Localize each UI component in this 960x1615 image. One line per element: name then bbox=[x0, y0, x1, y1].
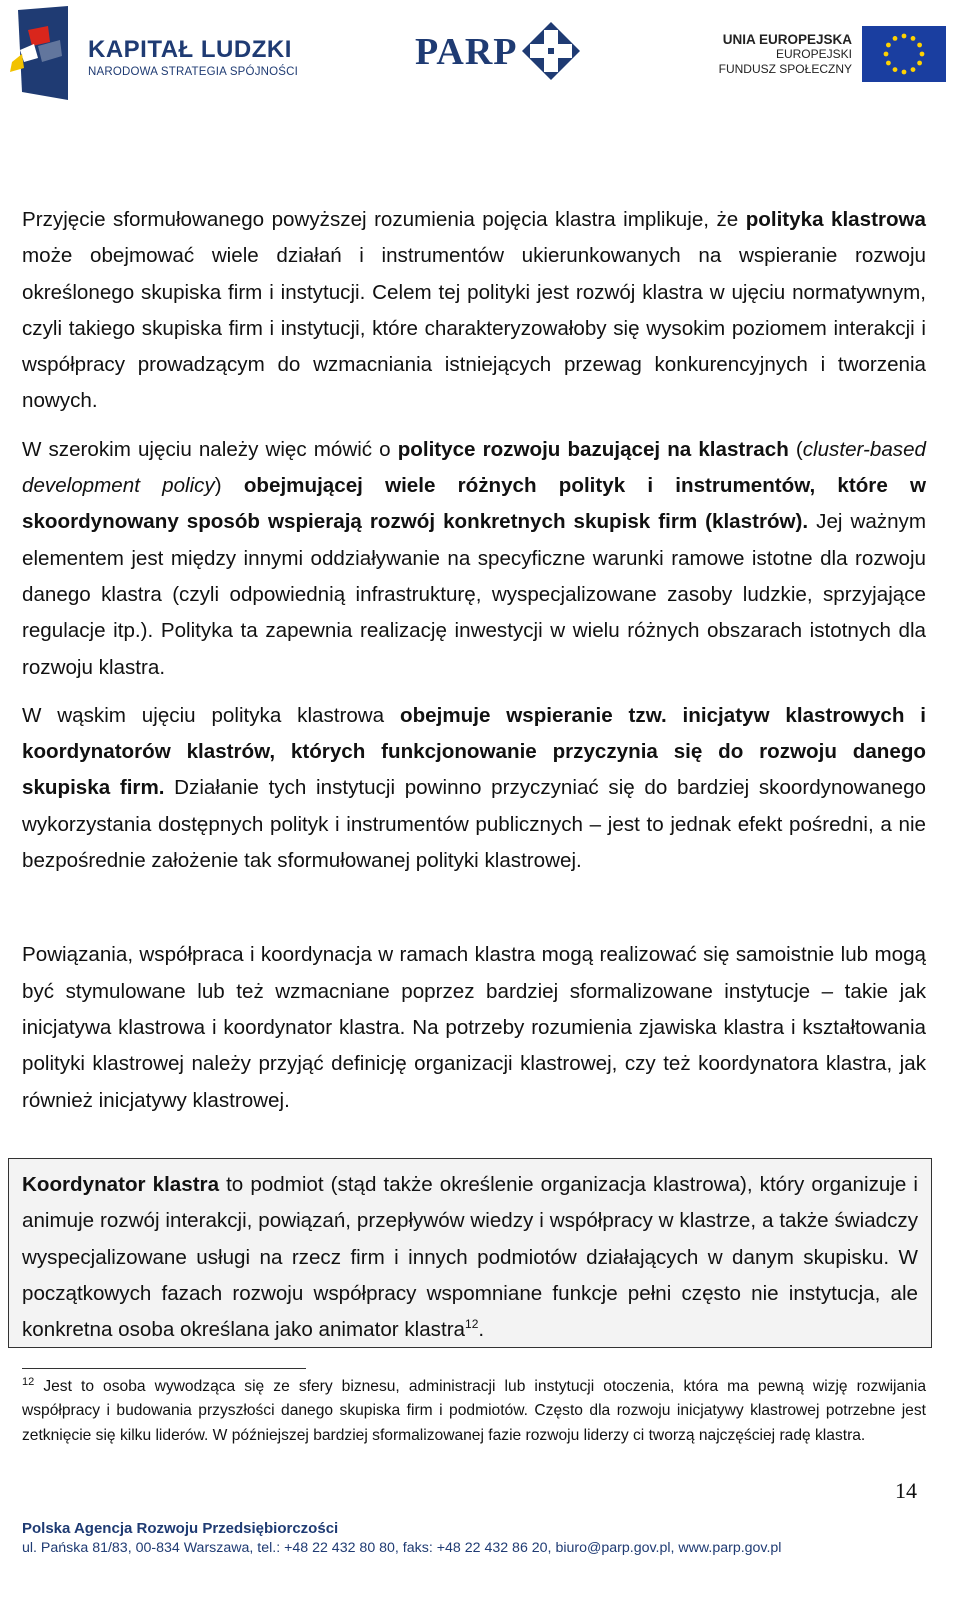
p2-text-a: W szerokim ujęciu należy więc mówić o bbox=[22, 437, 398, 461]
page-footer bbox=[22, 1520, 781, 1556]
parp-wordmark: PARP bbox=[415, 31, 518, 73]
page-number: 14 bbox=[895, 1478, 917, 1503]
definition-end: . bbox=[478, 1318, 485, 1342]
definition-text bbox=[22, 1167, 918, 1348]
footnote-ref[interactable]: 12 bbox=[465, 1317, 479, 1332]
kl-subtitle: NARODOWA STRATEGIA SPÓJNOŚCI bbox=[88, 66, 299, 78]
eu-wordmark bbox=[700, 32, 852, 77]
paragraph-3 bbox=[22, 698, 926, 879]
p1-bold-term: polityka klastrowa bbox=[745, 208, 927, 231]
definition-box bbox=[8, 1158, 932, 1348]
p3-text-a: W wąskim ujęciu polityka klastrowa bbox=[22, 703, 400, 727]
footnote bbox=[22, 1375, 926, 1448]
paragraph-1 bbox=[22, 202, 926, 420]
footer-address: ul. Pańska 81/83, 00-834 Warszawa, tel.: +48 22 432 80 80, faks: +48 22 432 86 20, biuro@parp.gov.pl, www.parp.gov.pl bbox=[22, 1540, 782, 1556]
p1-text-b: może obejmować wiele działań i instrumentów ukierunkowanych na wspieranie rozwoju określonego skupiska firm i instytucji. Celem tej polityki jest rozwój klastra w ujęciu normatywnym, czyli takiego skupiska firm i instytucji, które charakteryzowałoby się wysokim poziomem interakcji i współpracy prowadzącym do wzmacniania istniejących przewag konkurencyjnych i tworzenia nowych. bbox=[22, 244, 926, 413]
p2-italic-term: cluster-based development policy bbox=[22, 437, 926, 498]
definition-term: Koordynator klastra bbox=[22, 1173, 220, 1196]
footer-org: Polska Agencja Rozwoju Przedsiębiorczości bbox=[22, 1520, 339, 1537]
p3-text-b: Działanie tych instytucji powinno przyczyniać się do bardziej skoordynowanego wykorzystania dostępnych polityk i instrumentów publicznych – jest to jednak efekt pośredni, a nie bezpośrednie założenie tak sformułowanej polityki klastrowej. bbox=[22, 776, 927, 873]
footnote-separator bbox=[22, 1368, 306, 1369]
p2-text-b: Jej ważnym elementem jest między innymi oddziaływanie na specyficzne warunki ramowe istotne dla rozwoju danego klastra (czyli odpowiednią infrastrukturę, wyspecjalizowane zasoby ludzkie, sprzyjające regulacje itp.). Polityka ta zapewnia realizację inwestycji w wielu różnych obszarach istotnych dla rozwoju klastra. bbox=[22, 510, 926, 679]
p2-bold-term: polityce rozwoju bazującej na klastrach bbox=[397, 437, 789, 461]
paragraph-2 bbox=[22, 432, 926, 686]
kapital-ludzki-logo-icon bbox=[8, 6, 70, 100]
kl-title: KAPITAŁ LUDZKI bbox=[88, 36, 292, 63]
p2-bold-clause: obejmującej wiele różnych polityk i instrumentów, które w skoordynowany sposób wspierają rozwój konkretnych skupisk firm (klastrów). bbox=[22, 474, 926, 534]
eu-line2: FUNDUSZ SPOŁECZNY bbox=[718, 62, 852, 76]
eu-line1: EUROPEJSKI bbox=[775, 47, 852, 61]
page-header bbox=[0, 0, 960, 110]
footnote-text: Jest to osoba wywodząca się ze sfery biznesu, administracji lub instytucji otoczenia, która ma pewną wizję rozwijania współpracy i budowania przyszłości danego skupiska firm i podmiotów. Często dla rozwoju inicjatywy klastrowej potrzebne jest zetknięcie się kilku liderów. W późniejszej bardziej sformalizowanej fazie rozwoju liderzy ci tworzą najczęściej radę klastra. bbox=[22, 1378, 926, 1444]
eu-flag-icon bbox=[862, 26, 946, 82]
p2-paren-close: ) bbox=[214, 474, 244, 498]
parp-logo-icon bbox=[520, 20, 582, 82]
paragraph-4: Powiązania, współpraca i koordynacja w ramach klastra mogą realizować się samoistnie lub mogą być stymulowane lub też wzmacniane poprzez bardziej sformalizowane instytucje – takie jak inicjatywa klastrowa i koordynator klastra. Na potrzeby rozumienia zjawiska klastra i kształtowania polityki klastrowej należy przyjąć definicję organizacji klastrowej, czy też koordynatora klastra, jak również inicjatywy klastrowej. bbox=[22, 943, 926, 1112]
definition-body: to podmiot (stąd także określenie organizacja klastrowa), który organizuje i animuje rozwój interakcji, powiązań, przepływów wiedzy i współpracy w klastrze, a także świadczy wyspecjalizowane usługi na rzecz firm i innych podmiotów działających w danym skupisku. W początkowych fazach rozwoju współpracy wspomniane funkcje pełni często nie instytucja, ale konkretna osoba określana jako animator klastra bbox=[22, 1173, 918, 1342]
p3-bold-clause: obejmuje wspieranie tzw. inicjatyw klastrowych i koordynatorów klastrów, których funkcjonowanie przyczynia się do rozwoju danego skupiska firm. bbox=[22, 703, 927, 800]
eu-title: UNIA EUROPEJSKA bbox=[722, 32, 852, 47]
p2-paren-open: ( bbox=[788, 437, 803, 461]
main-text bbox=[22, 202, 926, 1119]
footnote-number: 12 bbox=[22, 1375, 35, 1388]
kapital-ludzki-wordmark bbox=[88, 36, 298, 78]
p1-text-a: Przyjęcie sformułowanego powyższej rozumienia pojęcia klastra implikuje, że bbox=[22, 208, 746, 231]
